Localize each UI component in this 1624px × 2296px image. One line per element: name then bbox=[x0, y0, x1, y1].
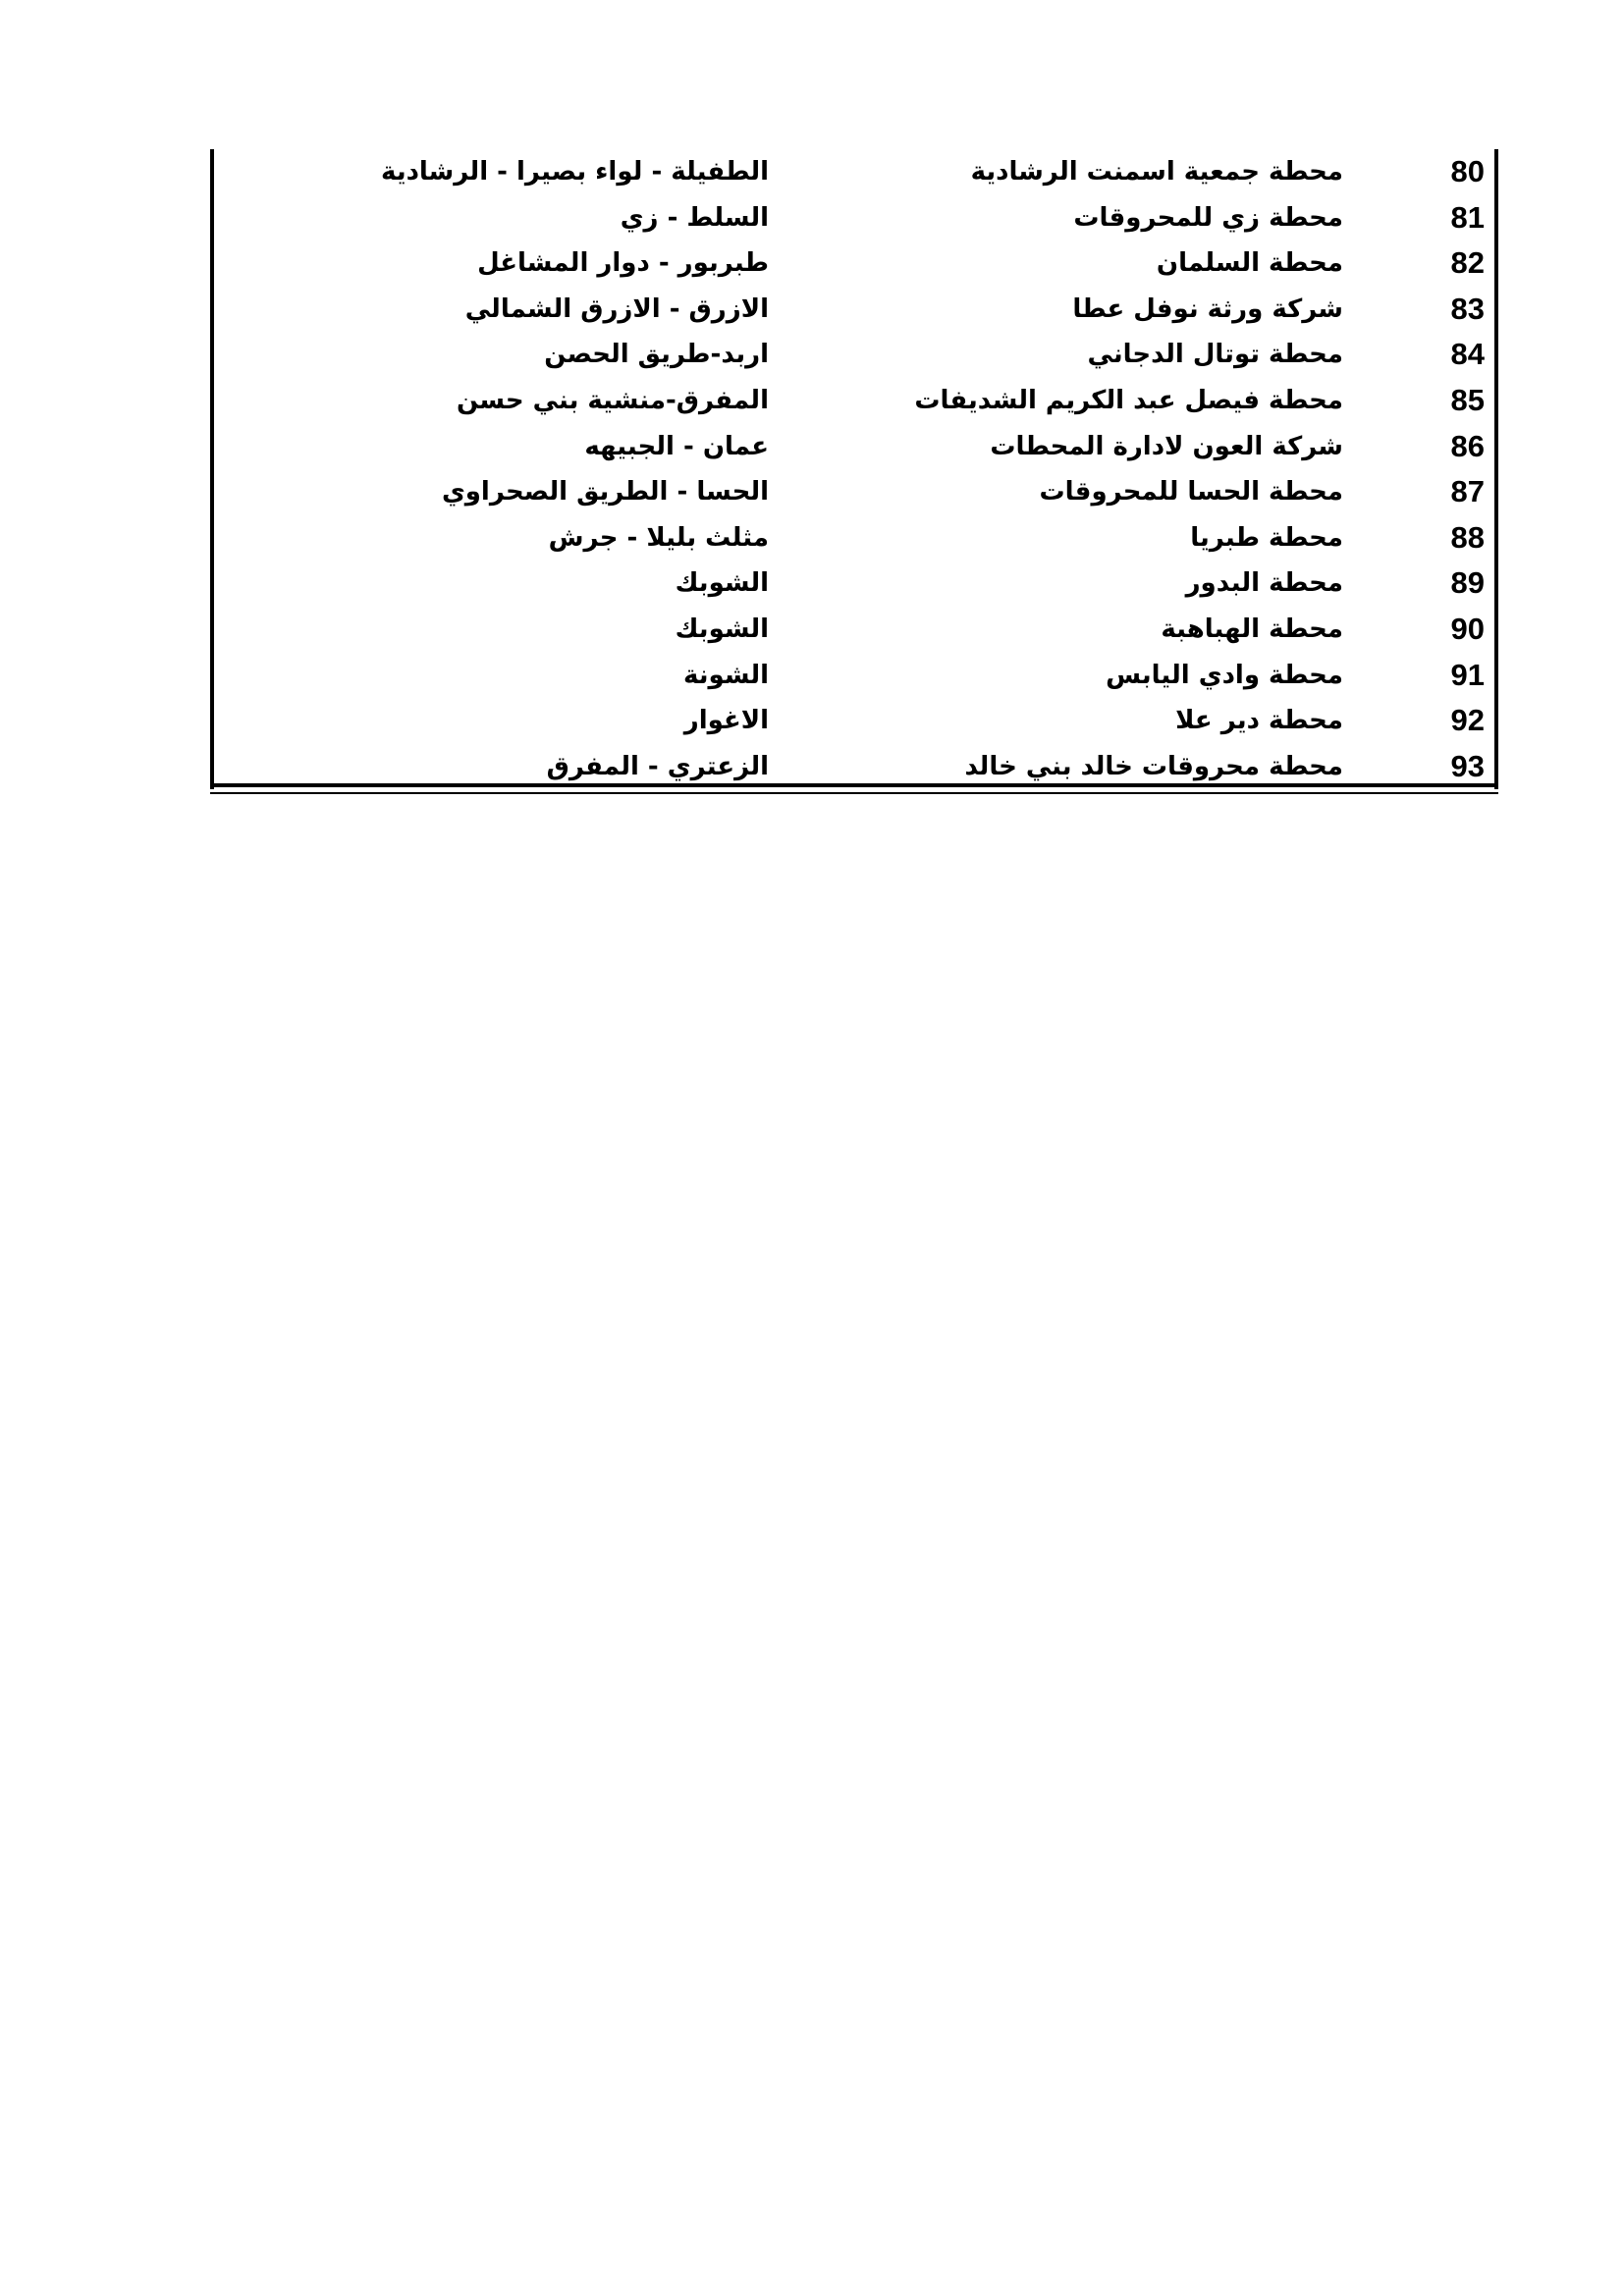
table-row bbox=[210, 515, 1498, 561]
row-number: 80 bbox=[1450, 154, 1485, 188]
station-location: مثلث بليلا - جرش bbox=[548, 522, 769, 553]
table-bottom-double-border bbox=[210, 792, 1498, 794]
station-name: محطة توتال الدجاني bbox=[1087, 340, 1343, 370]
station-location: السلط - زي bbox=[620, 202, 769, 233]
row-number: 82 bbox=[1450, 245, 1485, 281]
table-row bbox=[210, 149, 1498, 195]
table-row bbox=[210, 195, 1498, 241]
row-number: 83 bbox=[1450, 291, 1485, 326]
table-row bbox=[210, 469, 1498, 515]
station-name: محطة جمعية اسمنت الرشادية bbox=[970, 157, 1343, 187]
station-location: الطفيلة - لواء بصيرا - الرشادية bbox=[381, 157, 769, 187]
table-row bbox=[210, 287, 1498, 333]
table-row bbox=[210, 698, 1498, 744]
row-number: 86 bbox=[1450, 428, 1485, 463]
table-row bbox=[210, 653, 1498, 699]
row-number: 88 bbox=[1450, 519, 1485, 555]
station-name: محطة فيصل عبد الكريم الشديفات bbox=[914, 385, 1343, 415]
station-name: محطة الحسا للمحروقات bbox=[1039, 477, 1343, 507]
station-name: شركة ورثة نوفل عطا bbox=[1072, 294, 1343, 324]
station-name: محطة الهباهبة bbox=[1161, 614, 1343, 644]
station-location: الاغوار bbox=[683, 706, 769, 736]
table-row bbox=[210, 744, 1498, 790]
station-location: طبربور - دوار المشاغل bbox=[477, 248, 769, 279]
station-name: محطة طبريا bbox=[1190, 522, 1343, 553]
station-name: محطة محروقات خالد بني خالد bbox=[964, 751, 1343, 781]
station-name: محطة دير علا bbox=[1175, 706, 1343, 736]
station-location: الشوبك bbox=[675, 614, 769, 644]
station-name: محطة وادي اليابس bbox=[1106, 660, 1343, 690]
station-location: اربد-طريق الحصن bbox=[544, 340, 769, 370]
row-number: 89 bbox=[1450, 565, 1485, 601]
row-number: 84 bbox=[1450, 337, 1485, 372]
row-number: 91 bbox=[1450, 657, 1485, 692]
row-number: 93 bbox=[1450, 748, 1485, 783]
station-name: محطة السلمان bbox=[1156, 248, 1343, 279]
station-location: عمان - الجبيهه bbox=[584, 431, 769, 461]
row-number: 92 bbox=[1450, 703, 1485, 738]
station-location: الشونة bbox=[683, 660, 769, 690]
row-number: 81 bbox=[1450, 199, 1485, 235]
station-location: الشوبك bbox=[675, 568, 769, 599]
row-number: 85 bbox=[1450, 382, 1485, 417]
station-location: الزعتري - المفرق bbox=[546, 751, 769, 781]
table-row bbox=[210, 424, 1498, 470]
station-name: محطة البدور bbox=[1185, 568, 1343, 599]
station-location: المفرق-منشية بني حسن bbox=[457, 385, 769, 415]
table-row bbox=[210, 607, 1498, 653]
row-number: 90 bbox=[1450, 611, 1485, 646]
table-row bbox=[210, 332, 1498, 378]
station-location: الحسا - الطريق الصحراوي bbox=[441, 477, 769, 507]
station-name: محطة زي للمحروقات bbox=[1073, 202, 1343, 233]
stations-table bbox=[210, 149, 1498, 789]
station-location: الازرق - الازرق الشمالي bbox=[464, 294, 769, 324]
station-name: شركة العون لادارة المحطات bbox=[990, 431, 1343, 461]
table-row bbox=[210, 378, 1498, 424]
table-row bbox=[210, 561, 1498, 607]
table-row bbox=[210, 240, 1498, 287]
row-number: 87 bbox=[1450, 474, 1485, 509]
